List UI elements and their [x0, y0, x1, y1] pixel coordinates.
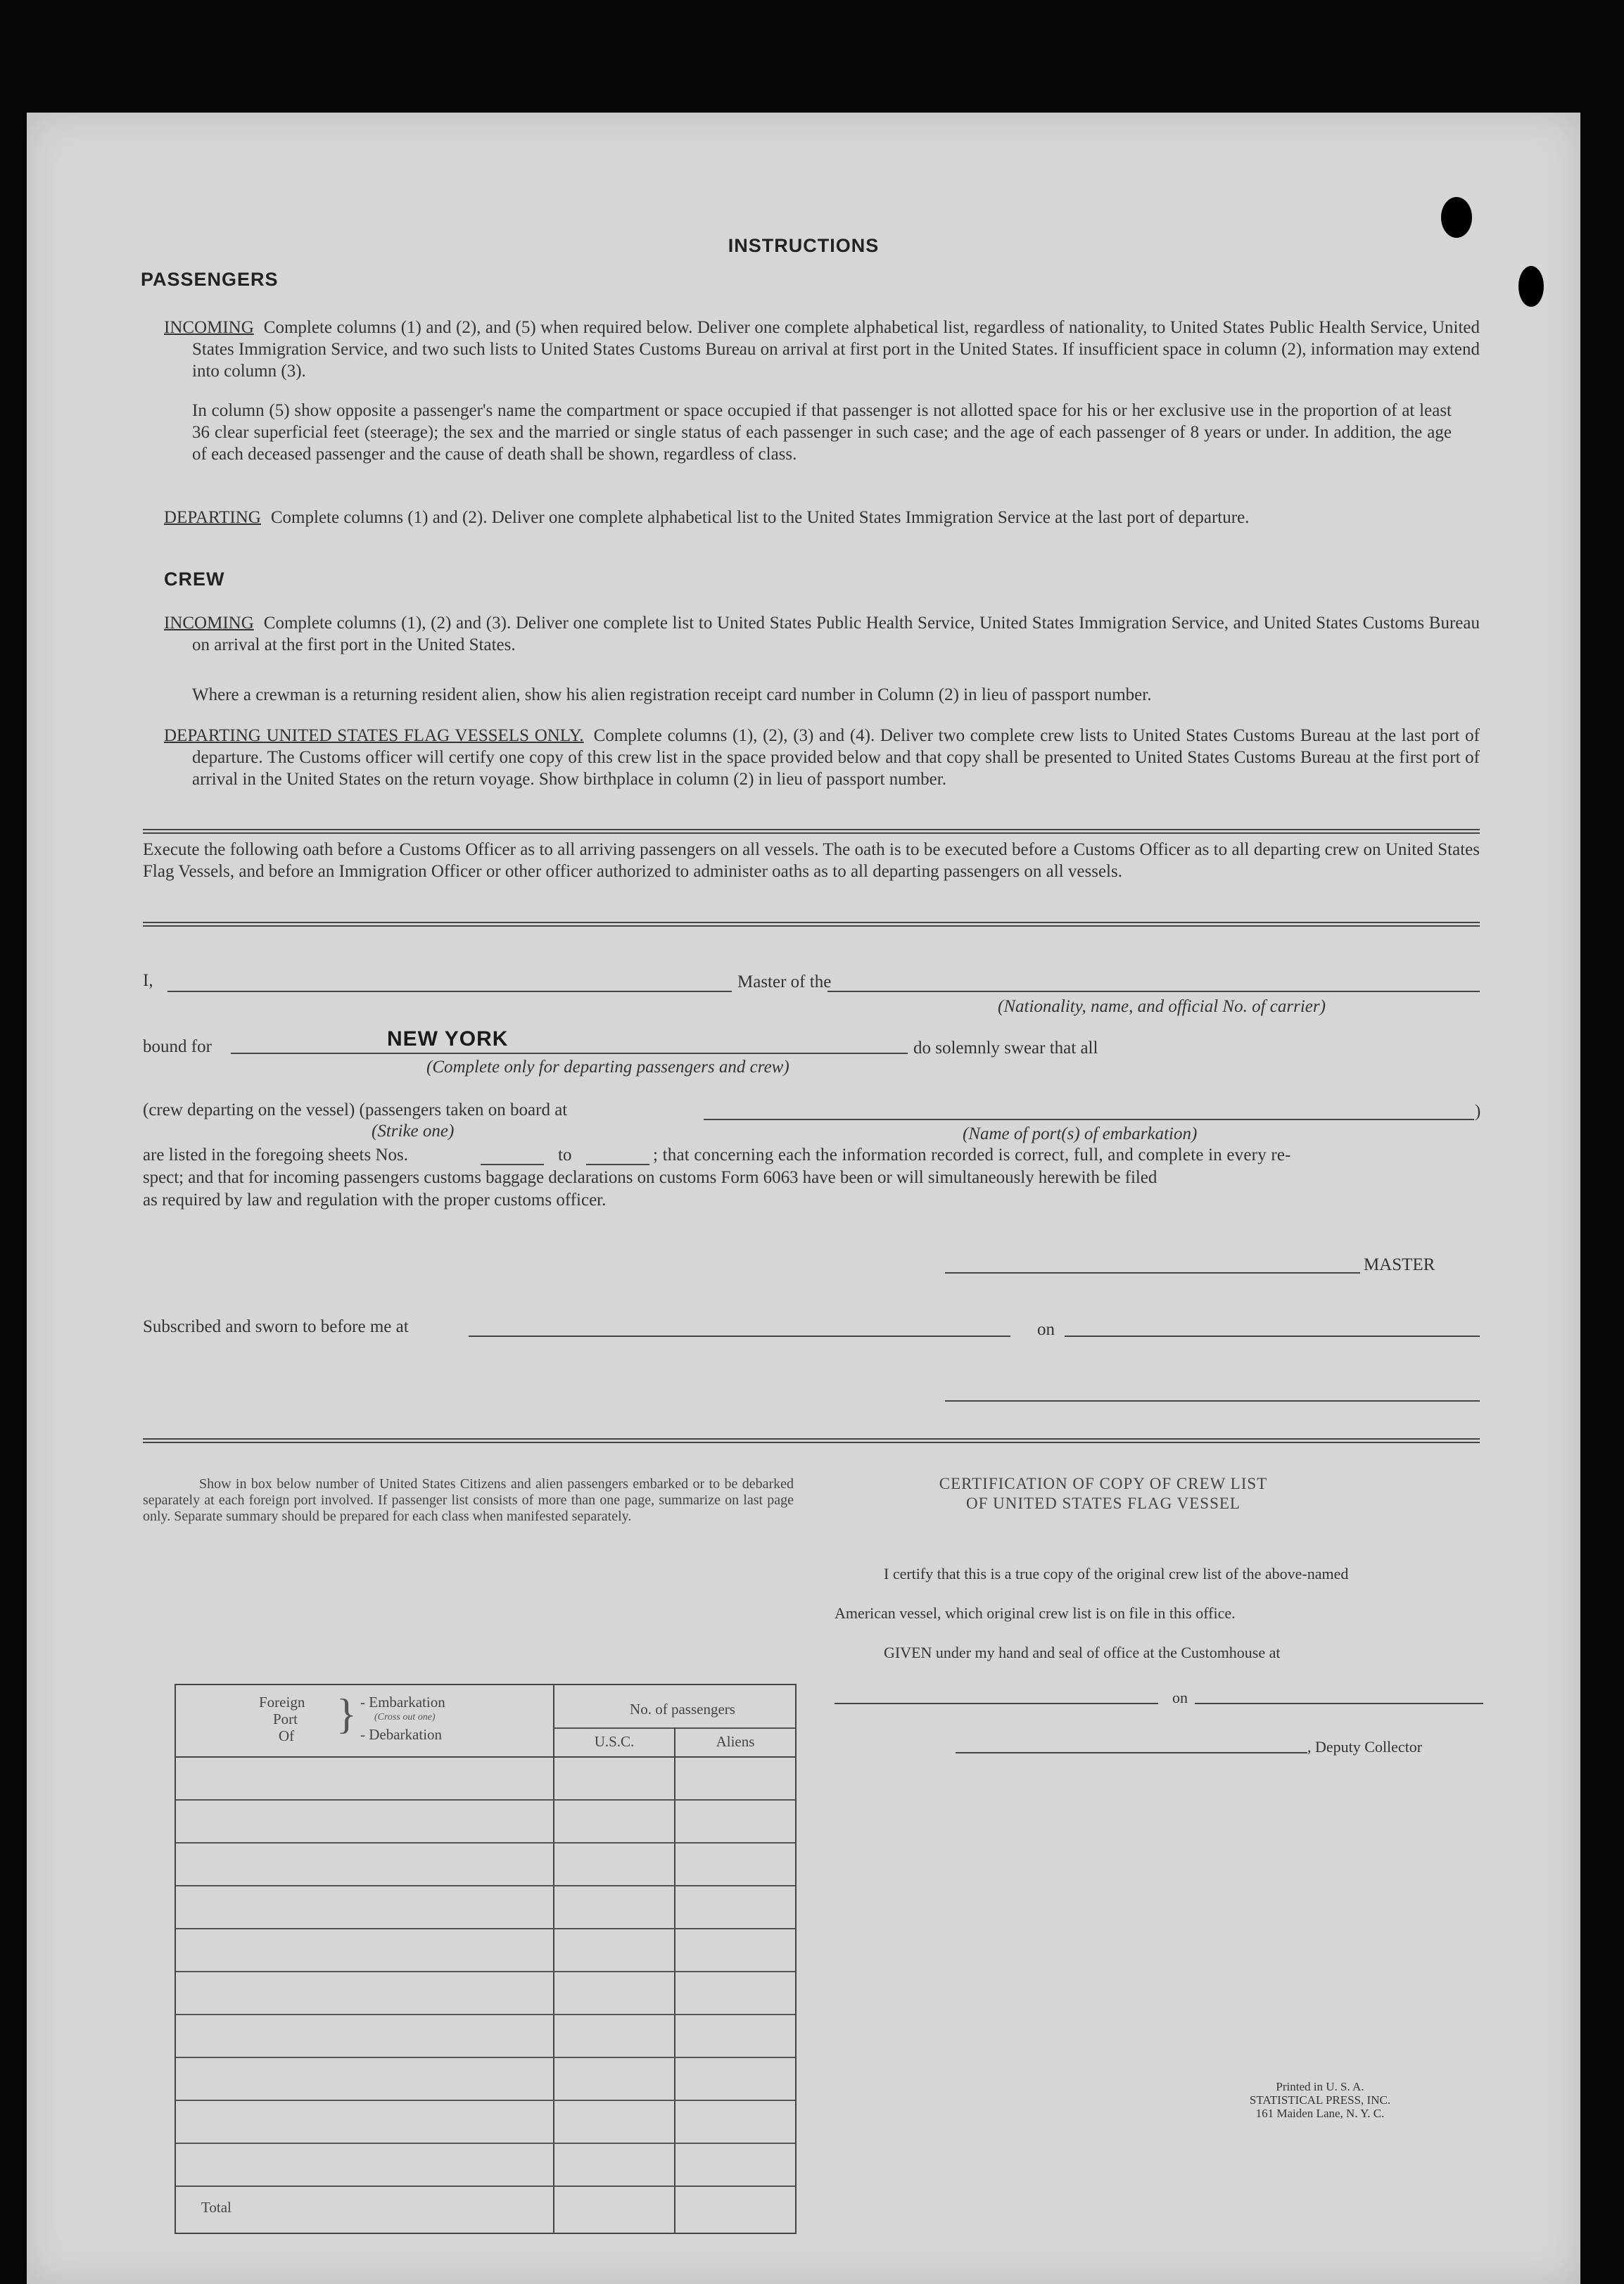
header-debarkation: - Debarkation: [360, 1726, 443, 1743]
deputy-signature-field[interactable]: [956, 1752, 1307, 1753]
header-port: Port: [273, 1711, 298, 1727]
listed-text-2: spect; and that for incoming passengers customs baggage declarations on customs Form 6063 have been or will simultaneously herewith be filed: [143, 1168, 1157, 1187]
summary-note: Show in box below number of United States Citizens and alien passengers embarked or to be debarked separately at each foreign port involved. If passenger list consists of more than one page, summarize on last page only. Separate summary should be prepared for each class when manifested separately.: [143, 1476, 794, 1524]
passengers-incoming-paragraph: [164, 317, 1480, 382]
column-divider: [674, 1727, 675, 2233]
certification-line-3: GIVEN under my hand and seal of office at the Customhouse at: [884, 1644, 1281, 1661]
printer-line-1: Printed in U. S. A.: [1276, 2080, 1364, 2093]
swear-label: do solemnly swear that all: [913, 1039, 1098, 1058]
crew-resident-paragraph: [192, 684, 1452, 706]
subscribed-date-field[interactable]: [1065, 1335, 1480, 1337]
close-paren: ): [1475, 1102, 1481, 1121]
certification-date-field[interactable]: [1195, 1703, 1483, 1704]
divider: [143, 829, 1480, 834]
printer-credit: [1200, 2080, 1440, 2120]
certification-on-label: on: [1172, 1689, 1188, 1706]
table-row: [176, 2057, 795, 2058]
certification-title-2: OF UNITED STATES FLAG VESSEL: [966, 1495, 1241, 1512]
table-row: [176, 1928, 795, 1929]
passengers-departing-lead: DEPARTING: [164, 508, 261, 527]
master-name-field[interactable]: [167, 991, 732, 992]
passengers-incoming-text: Complete columns (1) and (2), and (5) when required below. Deliver one complete alphabetical list, regardless of nationality, to United States Public Health Service, United States Immigration Service, and two such lists to United States Customs Bureau on arrival at first port in the United States. If insufficient space in column (2), information may extend into column (3).: [192, 318, 1480, 381]
officer-signature-field[interactable]: [945, 1400, 1480, 1402]
column-divider: [553, 1685, 554, 2233]
crew-incoming-lead: INCOMING: [164, 614, 254, 633]
strike-one-caption: (Strike one): [372, 1122, 455, 1141]
divider: [143, 922, 1480, 927]
carrier-field[interactable]: [827, 991, 1480, 992]
bound-caption: (Complete only for departing passengers and crew): [426, 1058, 789, 1077]
subscribed-place-field[interactable]: [469, 1335, 1010, 1337]
column5-text: In column (5) show opposite a passenger's name the compartment or space occupied if that passenger is not allotted space for his or her exclusive use in the proportion of at least 36 clear superficial feet (steerage); the sex and the married or single status of each passenger in such case; and the age of each passenger of 8 years or under. In addition, the age of each deceased passenger and the cause of death shall be shown, regardless of class.: [192, 401, 1452, 464]
crew-incoming-paragraph: [164, 612, 1480, 656]
certification-title-1: CERTIFICATION OF COPY OF CREW LIST: [939, 1475, 1268, 1492]
table-row: [176, 2185, 795, 2187]
ports-caption: (Name of port(s) of embarkation): [963, 1124, 1198, 1143]
oath-intro: Execute the following oath before a Customs Officer as to all arriving passengers on all vessels. The oath is to be executed before a Customs Officer as to all departing crew on United States Flag Vessels, and before an Immigration Officer or other officer authorized to administer oaths as to all departing passengers on all vessels.: [143, 840, 1480, 881]
table-row: [176, 1799, 795, 1801]
master-of-the-label: Master of the: [737, 972, 832, 991]
page-title: INSTRUCTIONS: [728, 235, 880, 256]
crew-incoming-text: Complete columns (1), (2) and (3). Deliver one complete list to United States Public Health Service, United States Immigration Service, and United States Customs Bureau on arrival at the first port in the United States.: [192, 614, 1480, 654]
header-foreign: Foreign: [259, 1694, 305, 1711]
header-of: Of: [279, 1727, 295, 1744]
column5-paragraph: [192, 400, 1452, 465]
customhouse-field[interactable]: [835, 1703, 1158, 1704]
listed-text-3: as required by law and regulation with the proper customs officer.: [143, 1191, 607, 1210]
form-sheet: [27, 113, 1580, 2284]
table-row: [176, 1842, 795, 1844]
subscribed-on-label: on: [1037, 1320, 1055, 1339]
header-usc: U.S.C.: [594, 1733, 635, 1750]
crew-resident-text: Where a crewman is a returning resident alien, show his alien registration receipt card number in Column (2) in lieu of passport number.: [192, 685, 1152, 704]
table-row: [176, 1971, 795, 1972]
table-row: [176, 2014, 795, 2015]
header-cross-out: (Cross out one): [374, 1712, 436, 1722]
passengers-incoming-lead: INCOMING: [164, 318, 254, 337]
passengers-departing-text: Complete columns (1) and (2). Deliver one complete alphabetical list to the United States Immigration Service at the last port of departure.: [270, 508, 1250, 527]
listed-text-1: ; that concerning each the information recorded is correct, full, and complete in every re-: [653, 1146, 1291, 1165]
bound-for-label: bound for: [143, 1037, 212, 1056]
ink-blot: [1518, 266, 1544, 307]
to-label: to: [558, 1146, 572, 1165]
brace-icon: }: [336, 1691, 357, 1737]
master-label: MASTER: [1364, 1255, 1435, 1274]
oath-i-label: I,: [143, 971, 153, 990]
table-row: [176, 2143, 795, 2144]
header-aliens: Aliens: [716, 1733, 755, 1750]
subscribed-label: Subscribed and sworn to before me at: [143, 1317, 409, 1336]
certification-line-1: I certify that this is a true copy of the original crew list of the above-named: [884, 1565, 1349, 1582]
sheet-from-field[interactable]: [481, 1164, 544, 1165]
ink-blot: [1441, 197, 1472, 238]
bound-for-value: NEW YORK: [387, 1027, 509, 1051]
crew-departing-paragraph: [164, 725, 1480, 790]
header-no-of-passengers: No. of passengers: [630, 1701, 735, 1718]
crew-departing-text: Complete columns (1), (2), (3) and (4). Deliver two complete crew lists to United States Customs Bureau at the last port of departure. The Customs officer will certify one copy of this crew list in the space provided below and that copy shall be presented to United States Customs Bureau at the first port of arrival in the United States on the return voyage. Show birthplace in column (2) in lieu of passport number.: [192, 726, 1480, 789]
table-row: [176, 1885, 795, 1886]
embarkation-ports-field[interactable]: [704, 1119, 1474, 1120]
sheet-to-field[interactable]: [586, 1164, 649, 1165]
divider: [143, 1438, 1480, 1443]
passengers-heading: PASSENGERS: [141, 269, 279, 290]
printer-line-3: 161 Maiden Lane, N. Y. C.: [1255, 2107, 1385, 2120]
printer-line-2: STATISTICAL PRESS, INC.: [1249, 2093, 1391, 2107]
listed-sheets-label: are listed in the foregoing sheets Nos.: [143, 1146, 408, 1165]
total-label: Total: [201, 2199, 231, 2216]
crew-departing-label: (crew departing on the vessel) (passengers taken on board at: [143, 1100, 568, 1119]
passenger-summary-table: [175, 1684, 797, 2234]
master-signature-field[interactable]: [945, 1272, 1360, 1274]
certification-line-2: American vessel, which original crew list is on file in this office.: [835, 1604, 1236, 1622]
crew-departing-lead: DEPARTING UNITED STATES FLAG VESSELS ONLY.: [164, 726, 584, 745]
deputy-collector-label: , Deputy Collector: [1307, 1738, 1423, 1756]
carrier-caption: (Nationality, name, and official No. of carrier): [998, 997, 1326, 1016]
passengers-departing-paragraph: [164, 507, 1480, 528]
bound-for-field[interactable]: [231, 1053, 908, 1054]
table-row: [176, 2100, 795, 2101]
crew-heading: CREW: [164, 569, 225, 590]
header-embarkation: - Embarkation: [360, 1694, 445, 1711]
